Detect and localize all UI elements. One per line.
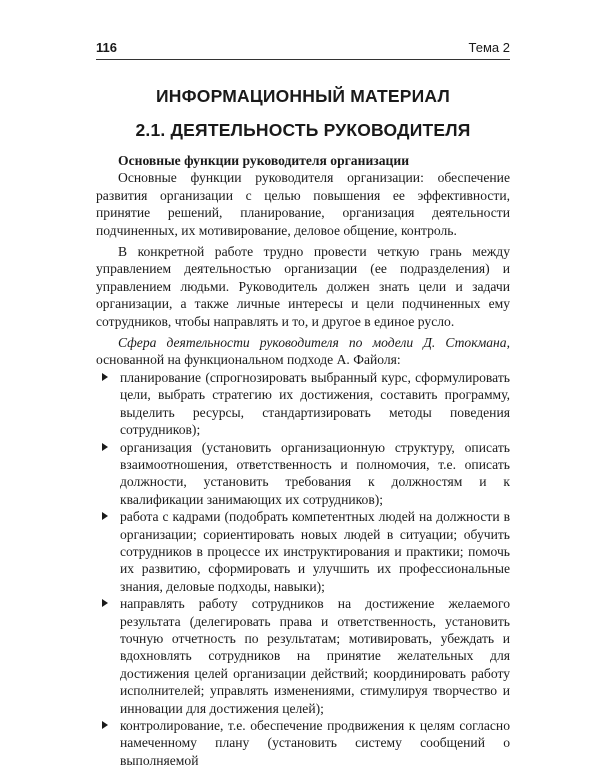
list-item (120, 595, 510, 717)
bullet-triangle-icon (102, 721, 108, 729)
bullet-triangle-icon (102, 373, 108, 381)
list-item (120, 508, 510, 595)
page-number: 116 (96, 40, 117, 55)
bullet-triangle-icon (102, 599, 108, 607)
bullet-triangle-icon (102, 443, 108, 451)
list-item-text: контролирование, т.е. обеспечение продвижения к целям согласно намеченному плану (установить систему сообщений о выполняемой (120, 718, 510, 768)
list-item (120, 439, 510, 509)
list-item-text: планирование (спрогнозировать выбранный курс, сформулировать цели, выбрать стратегию их достижения, составить программу, выделить ресурсы, стандартизировать методы поведения сотрудников); (120, 369, 510, 438)
list-item (120, 717, 510, 769)
body-text (96, 152, 510, 769)
main-title: ИНФОРМАЦИОННЫЙ МАТЕРИАЛ (156, 86, 450, 106)
header-rule (96, 59, 510, 60)
list-item (120, 369, 510, 439)
running-header (96, 38, 510, 60)
paragraph-management: В конкретной работе трудно провести четкую грань между управлением деятельностью организации (ее подразделения) и управлением людьми. Руководитель должен знать цели и задачи организации, а также личные интересы и цели подчиненных ему сотрудников, чтобы направлять и то, и другое в единое русло. (96, 244, 510, 329)
subheading: Основные функции руководителя организации (118, 153, 410, 168)
list-item-text: организация (установить организационную структуру, описать взаимоотношения, ответственность и полномочия, т.е. описать должности, установить требования к должностям и к квалификации занимающих их сотрудников); (120, 439, 510, 507)
paragraph-functions: Основные функции руководителя организации: обеспечение развития организации с целью повышения ее эффективности, принятие решений, планирование, организация деятельности подчиненных, их мотивирование, деловое общение, контроль. (96, 170, 510, 238)
section-label: Тема 2 (468, 40, 510, 55)
bullet-triangle-icon (102, 512, 108, 520)
list-item-text: направлять работу сотрудников на достижение желаемого результата (делегировать права и ответственность, установить точную отчетность по результатам; мотивировать, убеждать и вдохновлять сотрудников на принятие желательных для достижения целей организации действий; координировать работу исполнителей; управлять изменениями, стимулируя творчество и инновации для достижения целей); (120, 596, 510, 716)
paragraph-stokman-intro (96, 334, 510, 369)
stokman-model-italic: Сфера деятельности руководителя по модели Д. Стокмана (118, 335, 507, 351)
section-title: 2.1. ДЕЯТЕЛЬНОСТЬ РУКОВОДИТЕЛЯ (135, 120, 471, 140)
stokman-model-rest: , основанной на функциональном подходе А. Файоля: (96, 335, 510, 368)
functions-list (96, 369, 510, 769)
list-item-text: работа с кадрами (подобрать компетентных людей на должности в организации; сориентировать новых людей в ситуации; обучить сотрудников в процессе их инструктирования и практики; помочь их развитию, сформировать и улучшить их профессиональные знания, деловые подходы, навыки); (120, 509, 510, 594)
